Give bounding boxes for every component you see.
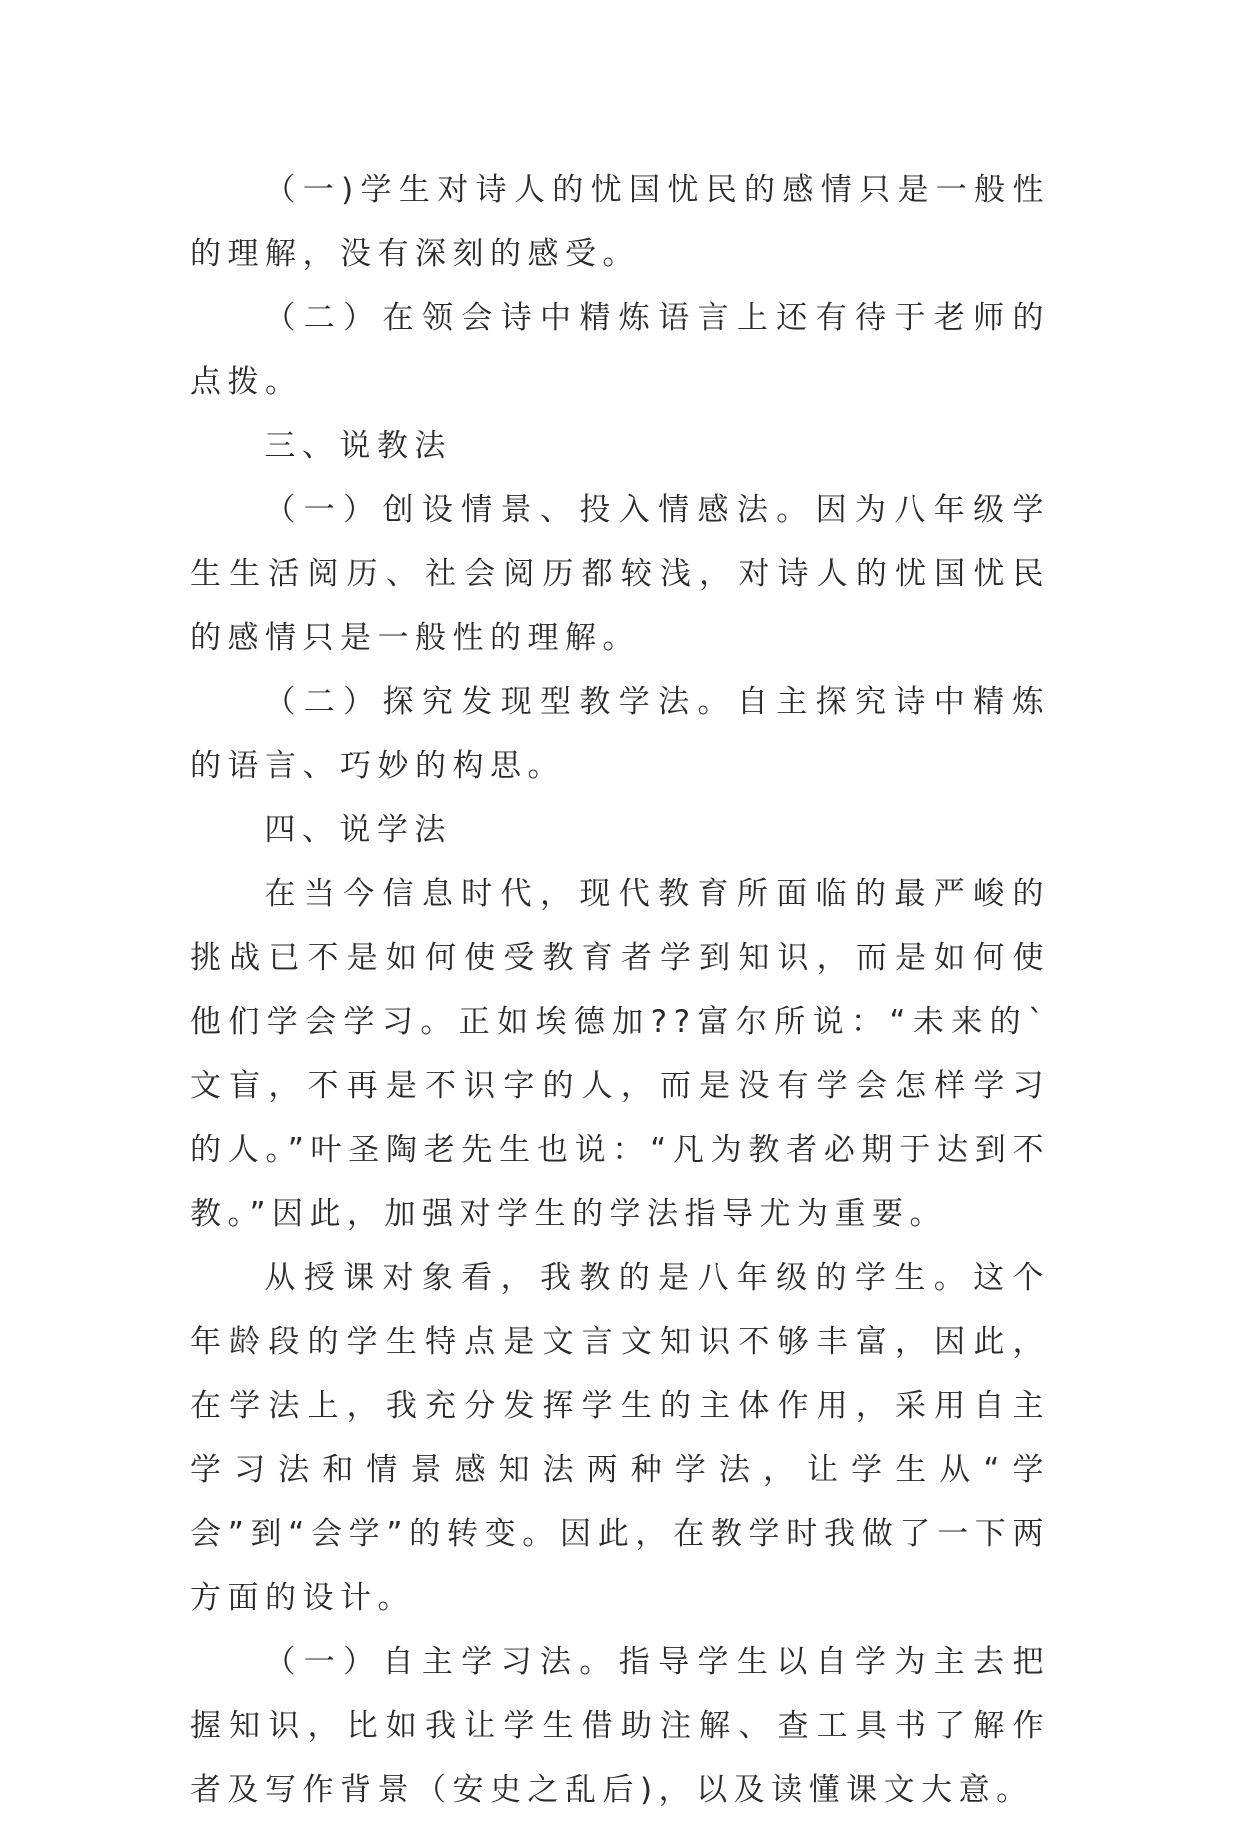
paragraph-method-situation: （一）创设情景、投入情感法。因为八年级学生生活阅历、社会阅历都较浅，对诗人的忧国忧民的感情只是一般性的理解。 — [190, 492, 1050, 656]
paragraph-teaching-object: 从授课对象看，我教的是八年级的学生。这个年龄段的学生特点是文言文知识不够丰富，因此，在学法上，我充分发挥学生的主体作用，采用自主学习法和情景感知法两种学法，让学生从“学会”到“会学”的转变。因此，在教学时我做了一下两方面的设计。 — [190, 1260, 1050, 1616]
paragraph-student-understanding: （一)学生对诗人的忧国忧民的感情只是一般性的理解，没有深刻的感受。 — [190, 172, 1050, 272]
paragraph-information-age: 在当今信息时代，现代教育所面临的最严峻的挑战已不是如何使受教育者学到知识，而是如何使他们学会学习。正如埃德加??富尔所说：“未来的`文盲，不再是不识字的人，而是没有学会怎样学习的人。”叶圣陶老先生也说：“凡为教者必期于达到不教。”因此，加强对学生的学法指导尤为重要。 — [190, 876, 1050, 1232]
paragraph-language-guidance: （二）在领会诗中精炼语言上还有待于老师的点拨。 — [190, 300, 1050, 400]
paragraph-self-study: （一）自主学习法。指导学生以自学为主去把握知识，比如我让学生借助注解、查工具书了解作者及写作背景（安史之乱后)，以及读懂课文大意。 — [190, 1644, 1050, 1808]
heading-teaching-methods: 三、说教法 — [264, 428, 452, 464]
heading-learning-methods: 四、说学法 — [264, 812, 452, 848]
document-body — [190, 158, 1050, 1822]
paragraph-method-inquiry: （二）探究发现型教学法。自主探究诗中精炼的语言、巧妙的构思。 — [190, 684, 1050, 784]
